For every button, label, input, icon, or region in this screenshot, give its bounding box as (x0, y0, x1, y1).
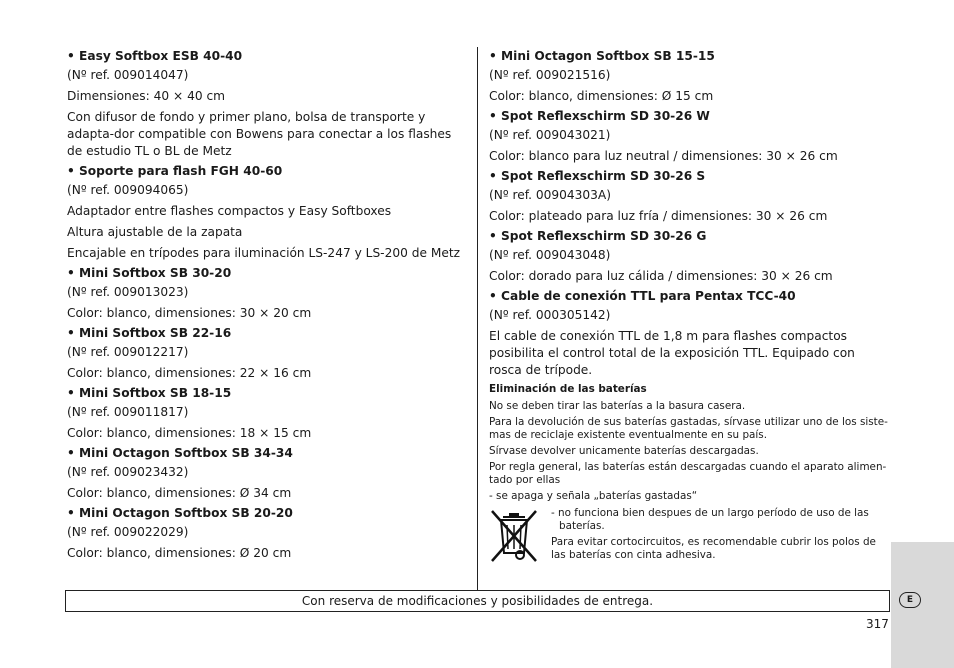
item-text: (Nº ref. 009021516) (489, 68, 611, 82)
item-text: (Nº ref. 009043048) (489, 248, 611, 262)
left-column (67, 47, 467, 566)
right-column-content (489, 49, 889, 503)
item-text: (Nº ref. 009043021) (489, 128, 611, 142)
item-text: Color: blanco, dimensiones: Ø 15 cm (489, 89, 714, 103)
right-column (489, 47, 889, 565)
section-text: - se apaga y señala „baterías gastadas“ (489, 490, 698, 502)
item-text: Encajable en trípodes para iluminación LS-247 y LS-200 de Metz (67, 246, 461, 260)
section-text: Sírvase devolver unicamente baterías descargadas. (489, 445, 759, 457)
battery-disposal-block (489, 507, 889, 565)
item-text: Altura ajustable de la zapata (67, 225, 243, 239)
item-heading: • Mini Octagon Softbox SB 15-15 (489, 49, 715, 63)
disposal-note: - no funciona bien despues de un largo período de uso de las baterías. (551, 507, 869, 532)
item-text: Color: blanco, dimensiones: Ø 20 cm (67, 546, 292, 560)
item-text: (Nº ref. 009094065) (67, 183, 189, 197)
section-text: Por regla general, las baterías están descargadas cuando el aparato alimen-tado por ellas (489, 461, 887, 486)
item-text: Con difusor de fondo y primer plano, bolsa de transporte y adapta-dor compatible con Bowens para conectar a los flashes de estudio TL o BL de Metz (67, 110, 452, 158)
item-heading: • Easy Softbox ESB 40-40 (67, 49, 243, 63)
item-text: Color: blanco, dimensiones: Ø 34 cm (67, 486, 292, 500)
item-text: Adaptador entre flashes compactos y Easy Softboxes (67, 204, 392, 218)
item-text: (Nº ref. 009012217) (67, 345, 189, 359)
item-text: (Nº ref. 00904303A) (489, 188, 612, 202)
item-text: (Nº ref. 009022029) (67, 525, 189, 539)
item-heading: • Mini Octagon Softbox SB 34-34 (67, 446, 293, 460)
item-text: Color: blanco, dimensiones: 22 × 16 cm (67, 366, 312, 380)
item-text: (Nº ref. 009023432) (67, 465, 189, 479)
disposal-note: Para evitar cortocircuitos, es recomendable cubrir los polos de las baterías con cinta adhesiva. (551, 536, 876, 561)
page-number: 317 (866, 617, 889, 631)
item-text: (Nº ref. 000305142) (489, 308, 611, 322)
column-divider (477, 47, 478, 590)
item-text: Color: blanco, dimensiones: 30 × 20 cm (67, 306, 312, 320)
language-badge: E (899, 592, 921, 608)
item-text: Color: dorado para luz cálida / dimensiones: 30 × 26 cm (489, 269, 833, 283)
item-heading: • Soporte para flash FGH 40-60 (67, 164, 283, 178)
section-heading: Eliminación de las baterías (489, 383, 647, 395)
item-text: Color: blanco, dimensiones: 18 × 15 cm (67, 426, 312, 440)
item-text: Dimensiones: 40 × 40 cm (67, 89, 226, 103)
item-text: Color: plateado para luz fría / dimensiones: 30 × 26 cm (489, 209, 828, 223)
item-heading: • Spot Reflexschirm SD 30-26 S (489, 169, 706, 183)
item-heading: • Mini Octagon Softbox SB 20-20 (67, 506, 293, 520)
section-text: Para la devolución de sus baterías gastadas, sírvase utilizar uno de los siste-mas de reciclaje existente eventualmente en su país. (489, 416, 888, 441)
item-text: El cable de conexión TTL de 1,8 m para flashes compactos posibilita el control total de la exposición TTL. Equipado con rosca de trípode. (489, 329, 855, 377)
item-heading: • Spot Reflexschirm SD 30-26 G (489, 229, 707, 243)
item-text: (Nº ref. 009014047) (67, 68, 189, 82)
item-heading: • Mini Softbox SB 22-16 (67, 326, 232, 340)
item-text: (Nº ref. 009013023) (67, 285, 189, 299)
item-heading: • Mini Softbox SB 30-20 (67, 266, 232, 280)
crossed-out-wheelie-bin-icon (489, 507, 539, 565)
item-heading: • Spot Reflexschirm SD 30-26 W (489, 109, 710, 123)
item-text: (Nº ref. 009011817) (67, 405, 189, 419)
item-heading: • Mini Softbox SB 18-15 (67, 386, 232, 400)
item-heading: • Cable de conexión TTL para Pentax TCC-40 (489, 289, 796, 303)
section-text: No se deben tirar las baterías a la basura casera. (489, 400, 746, 412)
item-text: Color: blanco para luz neutral / dimensiones: 30 × 26 cm (489, 149, 838, 163)
footer-notice: Con reserva de modificaciones y posibilidades de entrega. (65, 590, 890, 612)
